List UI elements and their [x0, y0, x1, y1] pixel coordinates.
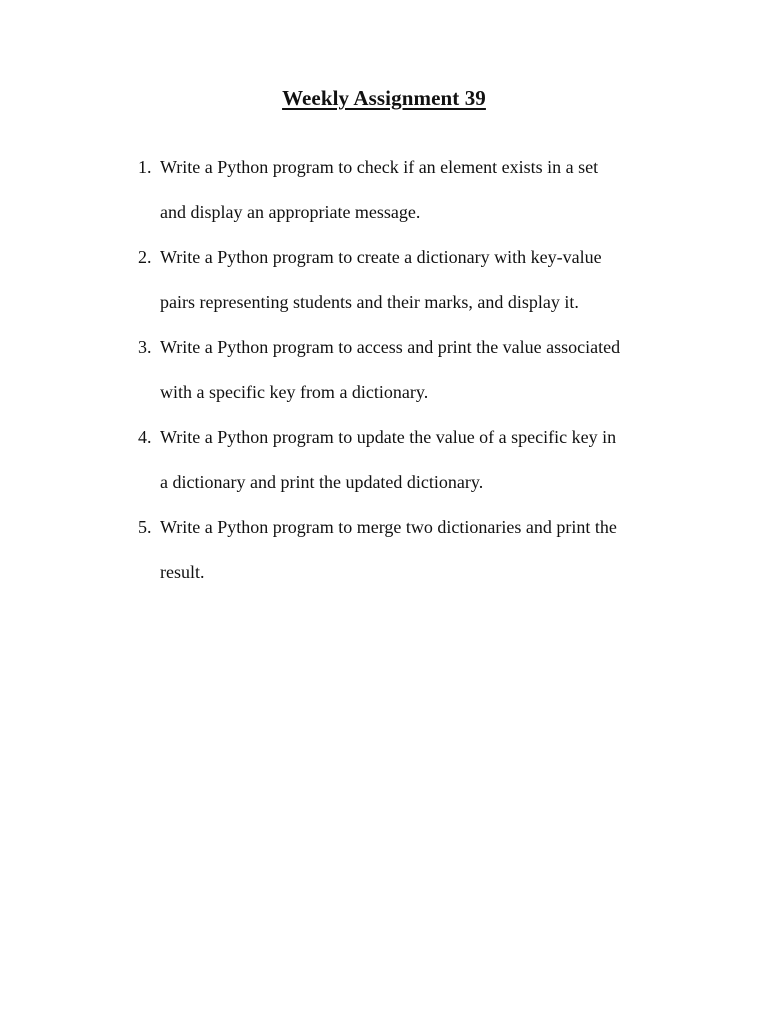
item-number: 2. — [138, 247, 152, 267]
assignment-list — [134, 145, 674, 595]
item-number: 3. — [138, 337, 152, 357]
item-text-line: result. — [160, 562, 205, 582]
item-number: 5. — [138, 517, 152, 537]
item-text-line: a dictionary and print the updated dictionary. — [160, 472, 484, 492]
item-text-line: Write a Python program to access and print the value associated — [160, 337, 621, 357]
list-item — [134, 325, 674, 415]
document-title: Weekly Assignment 39 — [282, 86, 486, 110]
item-text-line: Write a Python program to merge two dictionaries and print the — [160, 517, 617, 537]
item-text-line: Write a Python program to update the value of a specific key in — [160, 427, 617, 447]
item-number: 4. — [138, 427, 152, 447]
item-text-line: pairs representing students and their marks, and display it. — [160, 292, 579, 312]
item-text-line: and display an appropriate message. — [160, 202, 421, 222]
list-item — [134, 505, 674, 595]
item-text-line: Write a Python program to create a dictionary with key-value — [160, 247, 602, 267]
list-item — [134, 145, 674, 235]
item-number: 1. — [138, 157, 152, 177]
item-text-line: with a specific key from a dictionary. — [160, 382, 429, 402]
item-text-line: Write a Python program to check if an element exists in a set — [160, 157, 599, 177]
list-item — [134, 235, 674, 325]
list-item — [134, 415, 674, 505]
